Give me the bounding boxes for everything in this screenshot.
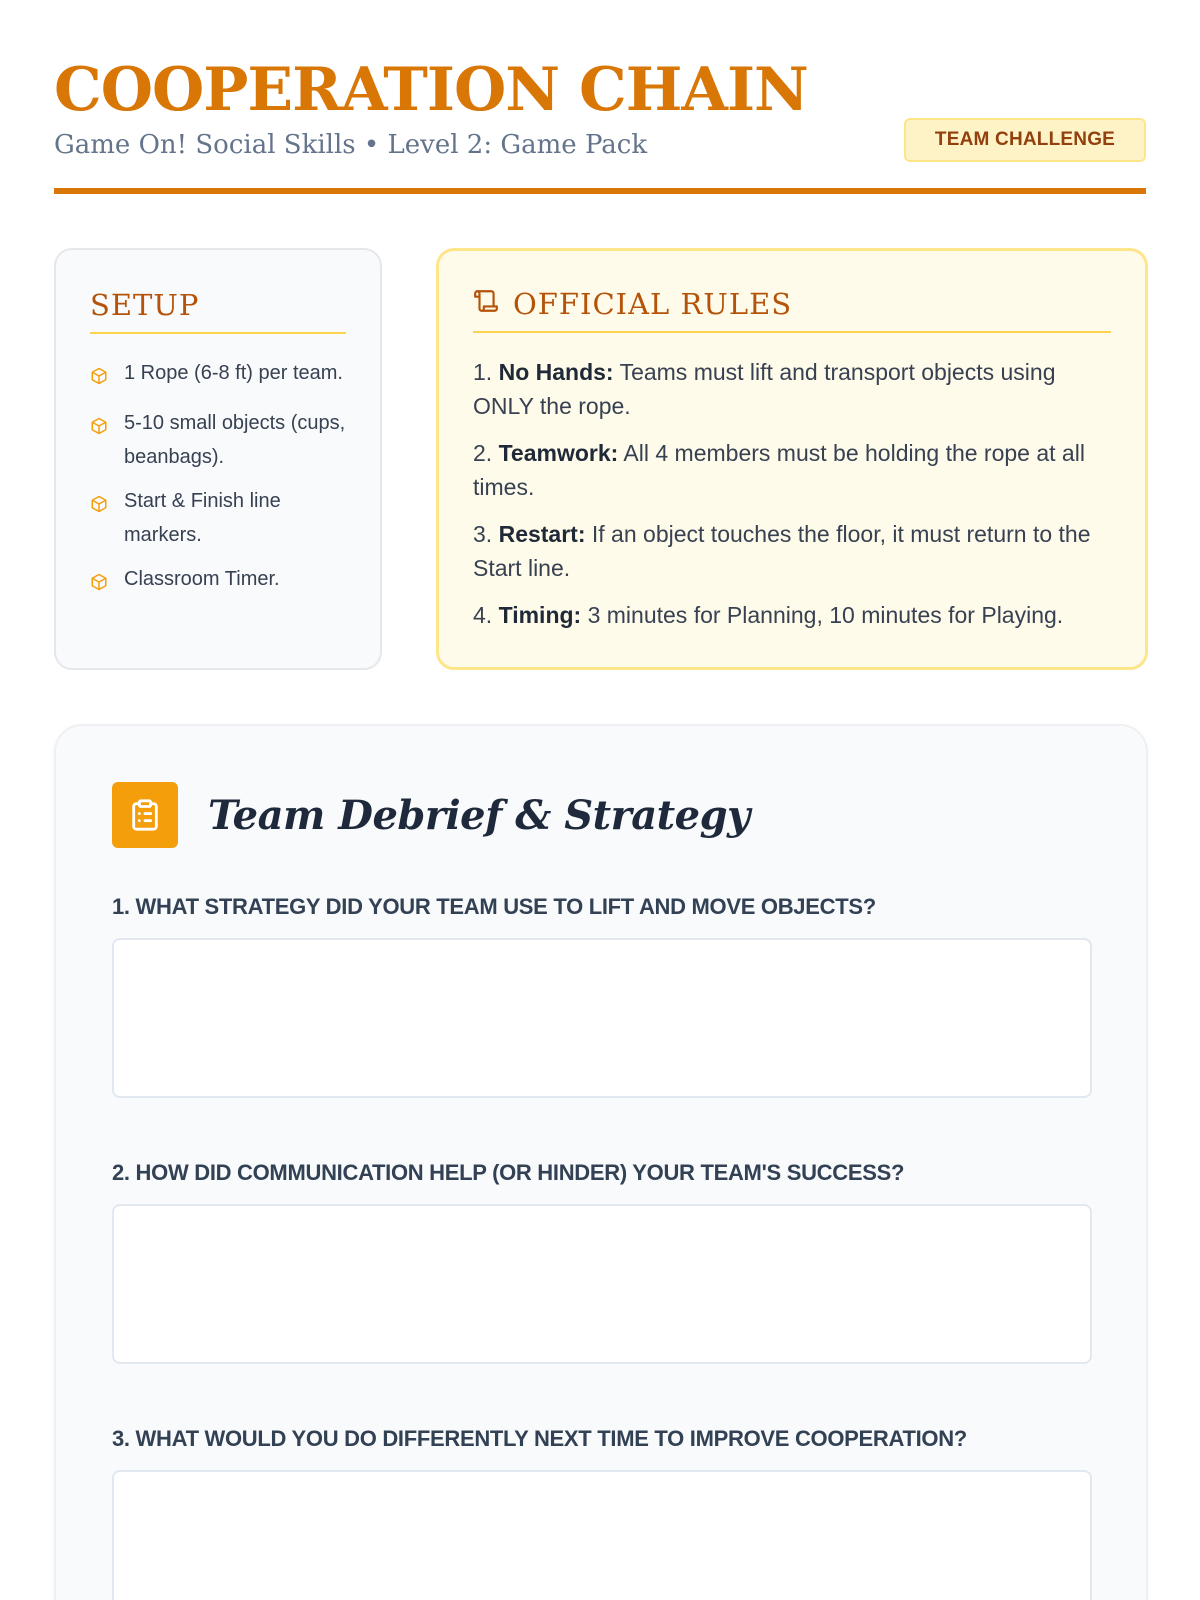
page-title: COOPERATION CHAIN <box>54 55 808 125</box>
rule-number: 1. <box>473 359 493 385</box>
rule-label: Teamwork: <box>498 440 619 466</box>
package-icon <box>90 412 110 446</box>
rule-text: 3 minutes for Planning, 10 minutes for Playing. <box>587 602 1064 628</box>
question-2-label: 2. HOW DID COMMUNICATION HELP (OR HINDER) YOUR TEAM'S SUCCESS? <box>112 1160 905 1185</box>
answer-3-field[interactable] <box>112 1470 1092 1600</box>
package-icon <box>90 362 110 396</box>
setup-item-text: 1 Rope (6-8 ft) per team. <box>124 362 343 384</box>
rule-number: 2. <box>473 440 493 466</box>
package-icon <box>90 490 110 524</box>
setup-item-text: 5-10 small objects (cups, beanbags). <box>124 412 346 468</box>
setup-item-text: Start & Finish line markers. <box>124 490 281 546</box>
rule-item <box>473 355 1111 423</box>
rule-label: Restart: <box>498 521 586 547</box>
answer-2-field[interactable] <box>112 1204 1092 1364</box>
rule-number: 4. <box>473 602 493 628</box>
rules-heading: OFFICIAL RULES <box>513 287 793 321</box>
question-3-label: 3. WHAT WOULD YOU DO DIFFERENTLY NEXT TIME TO IMPROVE COOPERATION? <box>112 1426 967 1451</box>
page-subtitle: Game On! Social Skills • Level 2: Game Pack <box>54 130 648 160</box>
setup-list <box>90 356 346 602</box>
debrief-title: Team Debrief & Strategy <box>208 791 750 839</box>
rule-item <box>473 436 1111 504</box>
setup-item <box>90 562 346 602</box>
rules-heading-row <box>473 287 1111 333</box>
rule-label: Timing: <box>498 602 582 628</box>
debrief-section <box>54 724 1148 1600</box>
rule-number: 3. <box>473 521 493 547</box>
page-header <box>54 52 1146 194</box>
setup-item <box>90 356 346 396</box>
rule-text: If an object touches the floor, it must return to the Start line. <box>473 521 1091 581</box>
debrief-header <box>112 782 1090 848</box>
answer-1-field[interactable] <box>112 938 1092 1098</box>
package-icon <box>90 568 110 602</box>
rule-text: Teams must lift and transport objects using ONLY the rope. <box>473 359 1056 419</box>
official-rules-card <box>436 248 1148 670</box>
team-challenge-badge: TEAM CHALLENGE <box>904 118 1146 162</box>
rule-label: No Hands: <box>498 359 614 385</box>
setup-item <box>90 406 346 474</box>
rule-item <box>473 517 1111 585</box>
rule-text: All 4 members must be holding the rope at all times. <box>473 440 1085 500</box>
question-1-label: 1. WHAT STRATEGY DID YOUR TEAM USE TO LIFT AND MOVE OBJECTS? <box>112 894 876 919</box>
setup-heading: SETUP <box>90 288 346 334</box>
setup-card <box>54 248 382 670</box>
scroll-icon <box>473 287 499 321</box>
clipboard-icon <box>112 782 178 848</box>
setup-item <box>90 484 346 552</box>
setup-item-text: Classroom Timer. <box>124 568 280 590</box>
rule-item <box>473 598 1111 632</box>
rules-list <box>473 355 1111 632</box>
